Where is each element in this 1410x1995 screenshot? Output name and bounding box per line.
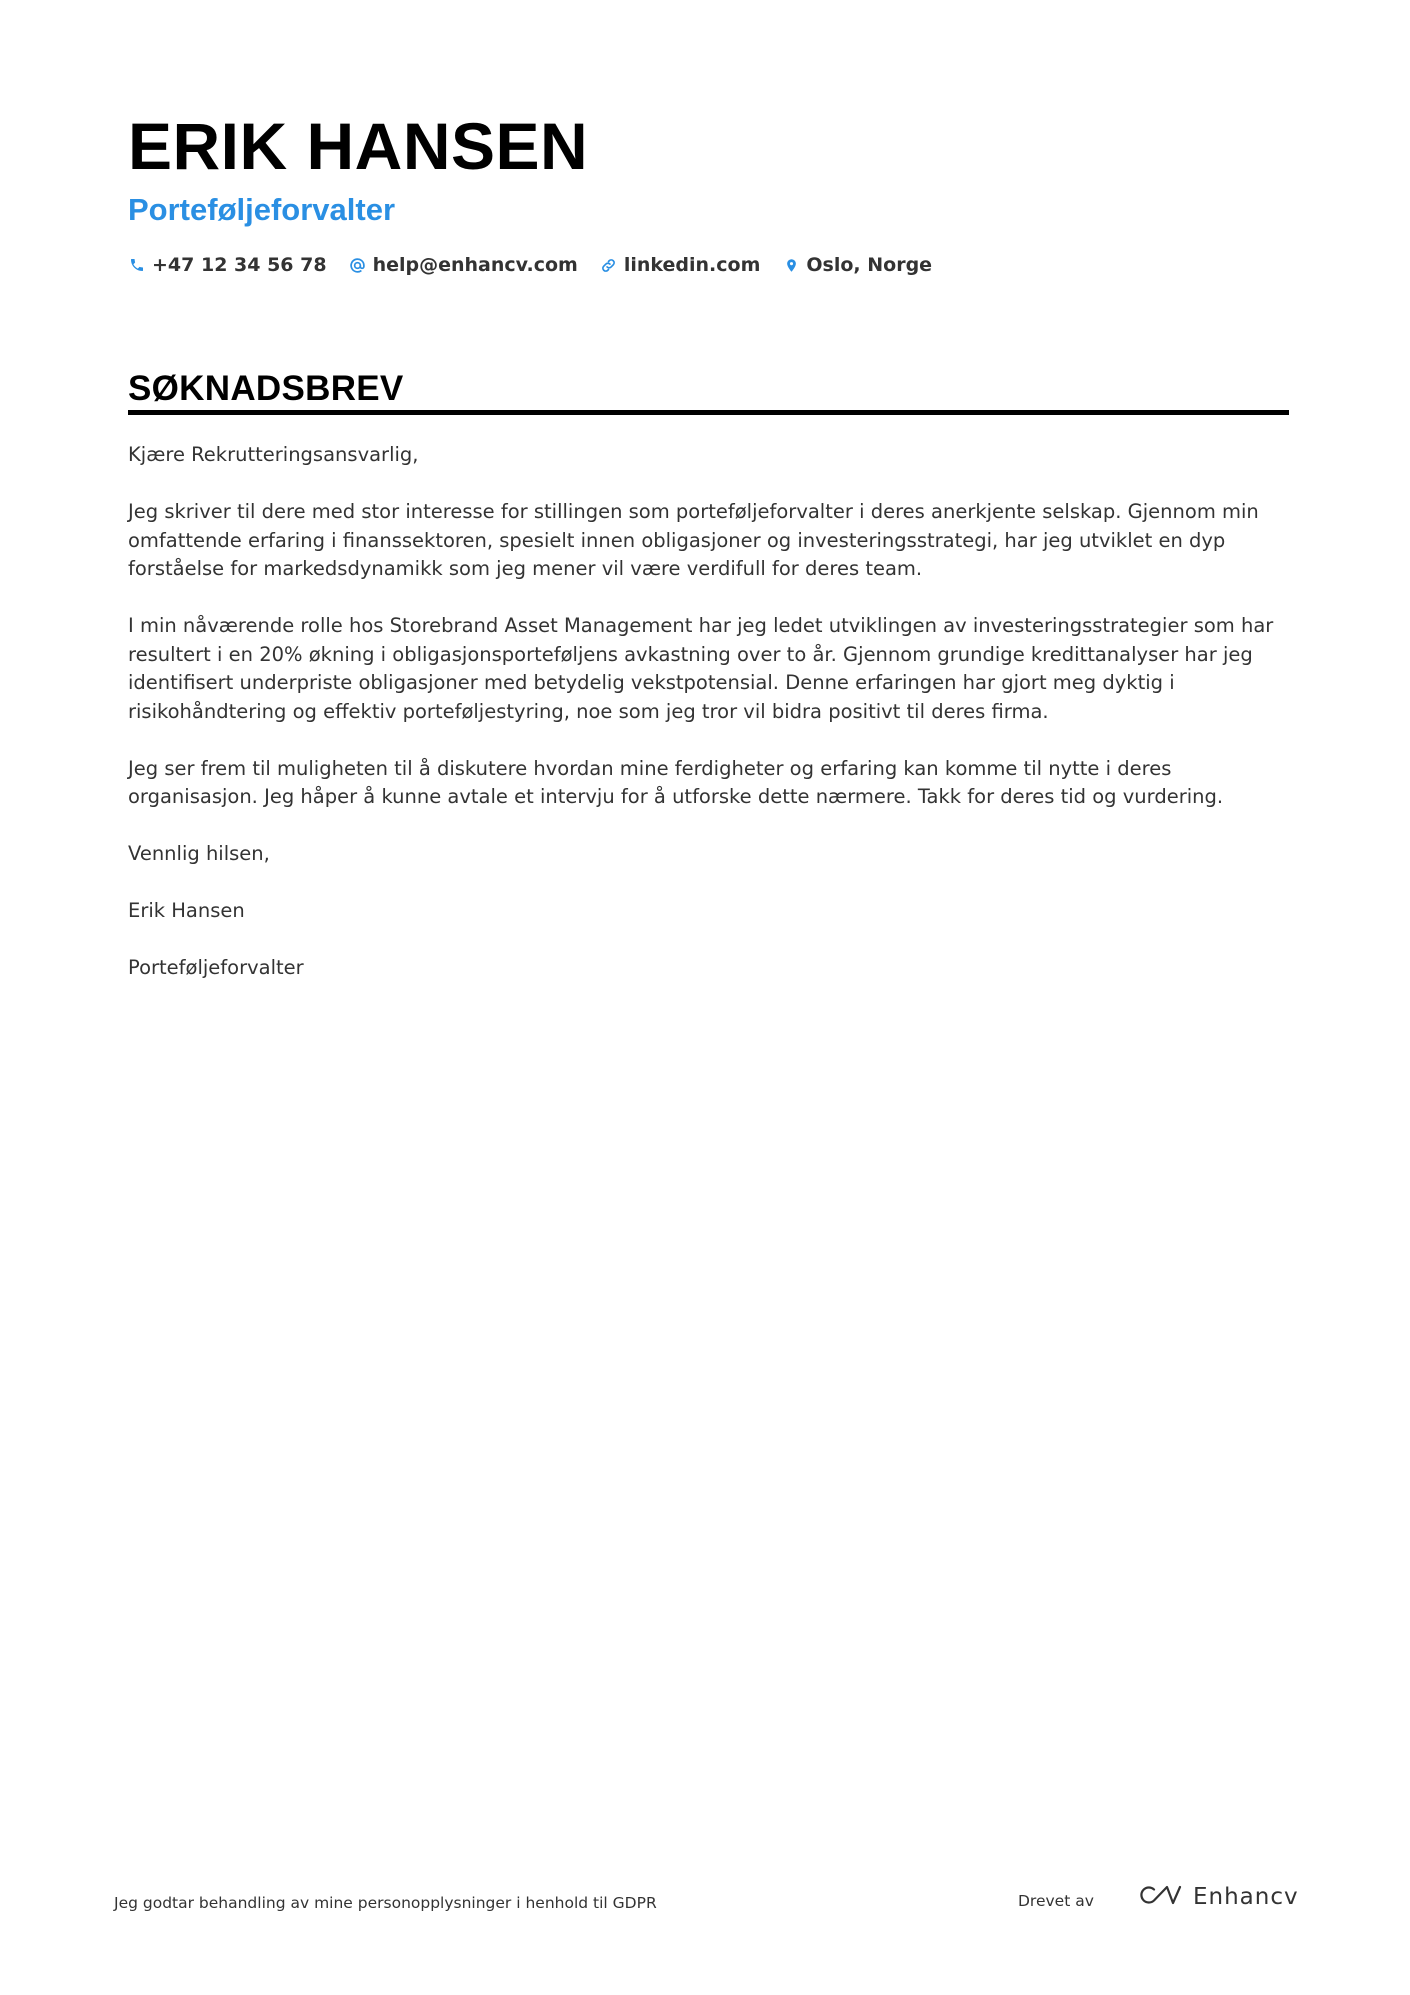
- enhancv-mark-icon: [1137, 1882, 1183, 1912]
- contact-email-text[interactable]: help@enhancv.com: [372, 254, 578, 276]
- letter-body: [128, 441, 1298, 1011]
- contact-linkedin[interactable]: [600, 254, 761, 276]
- letter-paragraph: Jeg ser frem til muligheten til å diskutere hvordan mine ferdigheter og erfaring kan komme til nytte i deres organisasjon. Jeg håper å kunne avtale et intervju for å utforske dette nærmere. Takk for deres tid og vurdering.: [128, 756, 1224, 808]
- contact-email[interactable]: [349, 254, 578, 276]
- section-title: SØKNADSBREV: [128, 369, 404, 408]
- powered-by-label: Drevet av: [1018, 1892, 1094, 1910]
- section-divider: [128, 410, 1289, 415]
- signature-name: Erik Hansen: [128, 899, 245, 922]
- contact-location-text: Oslo, Norge: [806, 254, 933, 276]
- enhancv-brand-text: Enhancv: [1193, 1884, 1299, 1910]
- letter-greeting: Kjære Rekrutteringsansvarlig,: [128, 443, 419, 466]
- signature-title: Porteføljeforvalter: [128, 956, 304, 979]
- contact-linkedin-text[interactable]: linkedin.com: [623, 254, 761, 276]
- location-pin-icon: [782, 256, 800, 274]
- enhancv-logo[interactable]: [1137, 1882, 1299, 1912]
- contact-phone: [128, 254, 327, 276]
- applicant-role: Porteføljeforvalter: [128, 192, 396, 227]
- letter-paragraph: I min nåværende rolle hos Storebrand Asset Management har jeg ledet utviklingen av investeringsstrategier som har resultert i en 20% økning i obligasjonsporteføljens avkastning over to år. Gjennom grundige kredittanalyser har jeg identifisert underpriste obligasjoner med betydelig vekstpotensial. Denne erfaringen har gjort meg dyktig i risikohåndtering og effektiv porteføljestyring, noe som jeg tror vil bidra positivt til deres firma.: [128, 614, 1274, 723]
- contact-phone-text: +47 12 34 56 78: [152, 254, 327, 276]
- gdpr-consent-text: Jeg godtar behandling av mine personopplysninger i henhold til GDPR: [114, 1894, 657, 1912]
- phone-icon: [128, 256, 146, 274]
- contact-bar: [128, 254, 954, 276]
- contact-location: [782, 254, 932, 276]
- letter-closing: Vennlig hilsen,: [128, 842, 270, 865]
- at-icon: [349, 256, 367, 274]
- link-icon: [600, 256, 618, 274]
- letter-paragraph: Jeg skriver til dere med stor interesse for stillingen som porteføljeforvalter i deres anerkjente selskap. Gjennom min omfattende erfaring i finanssektoren, spesielt innen obligasjoner og investeringsstrategi, har jeg utviklet en dyp forståelse for markedsdynamikk som jeg mener vil være verdifull for deres team.: [128, 500, 1259, 580]
- applicant-name: ERIK HANSEN: [128, 109, 589, 183]
